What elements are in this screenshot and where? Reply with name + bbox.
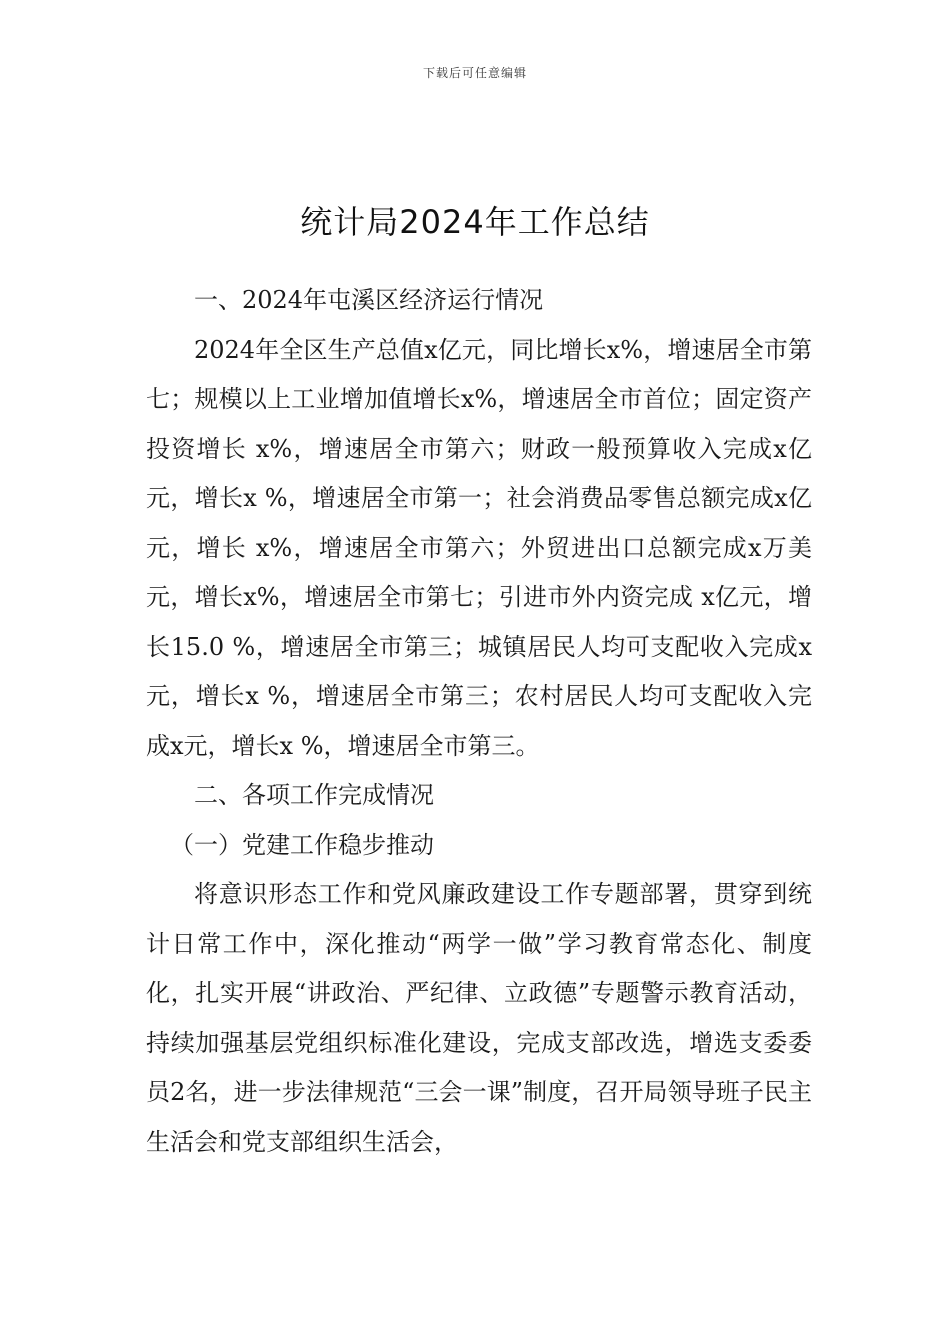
section-2-heading: 二、各项工作完成情况: [194, 781, 434, 809]
section-2-sub-1-paragraph: 将意识形态工作和党风廉政建设工作专题部署，贯穿到统计日常工作中，深化推动“两学一做”学习教育常态化、制度化，扎实开展“讲政治、严纪律、立政德”专题警示教育活动，持续加强基层党组织标准化建设，完成支部改选，增选支委委员2名，进一步法律规范“三会一课”制度，召开局领导班子民主生活会和党支部组织生活会，: [146, 880, 812, 1156]
section-1-heading: 一、2024年屯溪区经济运行情况: [194, 286, 544, 314]
document-body: [146, 276, 812, 1167]
document-title: 统计局2024年工作总结: [300, 203, 650, 242]
section-2-subheading-1: （一）党建工作稳步推动: [170, 830, 434, 859]
section-1-paragraph: 2024年全区生产总值x亿元，同比增长x%，增速居全市第七；规模以上工业增加值增长x%，增速居全市首位；固定资产投资增长 x%，增速居全市第六；财政一般预算收入完成x亿元，增长x %，增速居全市第一；社会消费品零售总额完成x亿元，增长 x%，增速居全市第六；外贸进出口总额完成x万美元，增长x%，增速居全市第七；引进市外内资完成 x亿元，增长15.0 %，增速居全市第三；城镇居民人均可支配收入完成x元，增长x %，增速居全市第三；农村居民人均可支配收入完成x元，增长x %，增速居全市第三。: [146, 335, 812, 760]
header-note: 下载后可任意编辑: [422, 66, 527, 80]
